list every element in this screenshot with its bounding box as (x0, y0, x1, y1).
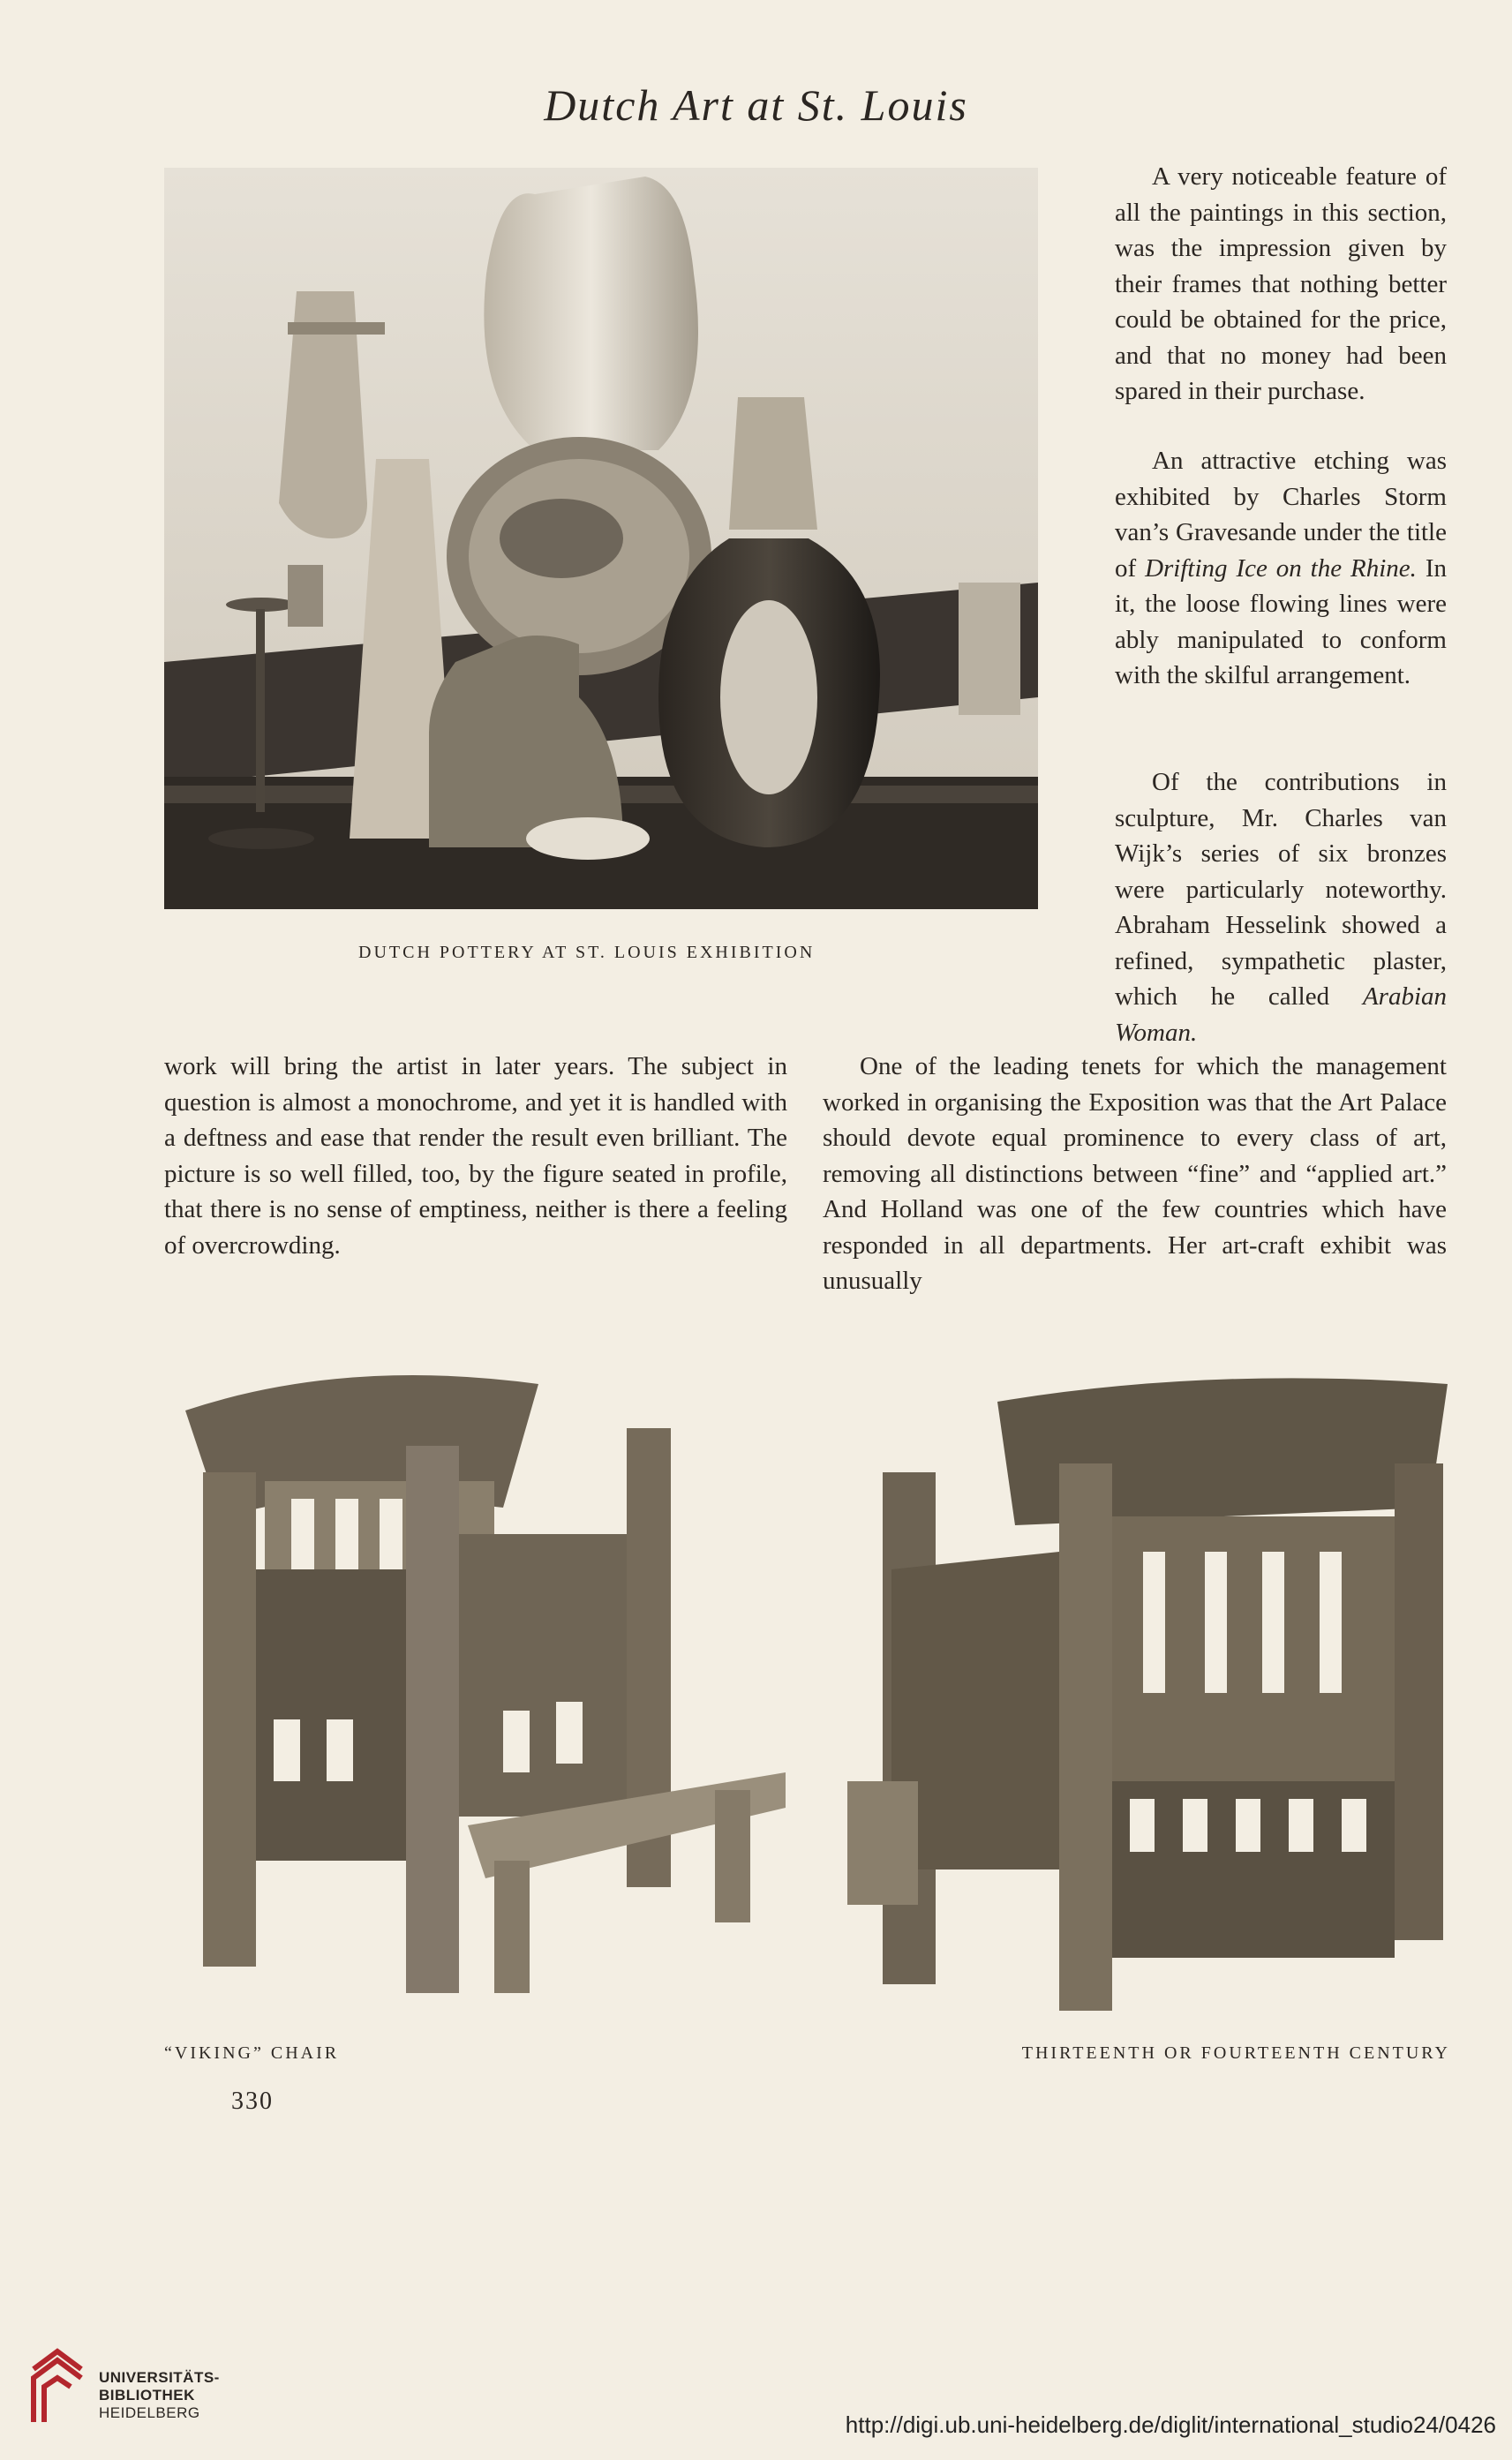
viking-chair-photograph-left (168, 1366, 790, 2011)
pottery-photograph (164, 168, 1038, 909)
library-logo (18, 2339, 247, 2445)
library-name-line-2: BIBLIOTHEK (99, 2387, 195, 2404)
etching-title: Drifting Ice on the Rhine. (1145, 553, 1417, 583)
viking-chair-photograph-right (839, 1375, 1452, 2021)
page-title: Dutch Art at St. Louis (544, 80, 968, 130)
paragraph-left-column: work will bring the artist in later years. The subject in question is almost a monochrome, and yet it is handled with a deftness and ease that render the result even brilliant. The picture is so well filled, too, by the figure seated in profile, that there is no sense of emptiness, neither is there a feeling of overcrowding. (164, 1052, 787, 1260)
paragraph-etching-end: In it, the loose flowing lines were ably manipulated to conform with the skilful arrangement. (1115, 553, 1447, 689)
page-number: 330 (231, 2088, 274, 2115)
library-mark-icon (26, 2343, 88, 2431)
viking-chair-caption: “VIKING” CHAIR (164, 2043, 340, 2063)
paragraph-etching (1115, 443, 1447, 694)
pottery-caption: DUTCH POTTERY AT ST. LOUIS EXHIBITION (358, 943, 816, 962)
century-caption: THIRTEENTH OR FOURTEENTH CENTURY (1021, 2043, 1450, 2063)
library-name-line-3: HEIDELBERG (99, 2404, 200, 2421)
source-url-link[interactable]: http://digi.ub.uni-heidelberg.de/diglit/international_studio24/0426 (845, 2411, 1496, 2438)
sculpture-title: Arabian Woman. (1115, 982, 1447, 1047)
library-name-line-1: UNIVERSITÄTS- (99, 2369, 220, 2386)
paragraph-right-column: One of the leading tenets for which the management worked in organising the Exposition was that the Art Palace should devote equal prominence to every class of art, removing all distinctions between “fine” and “applied art.” And Holland was one of the few countries which have responded in all departments. Her art-craft exhibit was unusually (823, 1052, 1447, 1295)
paragraph-etching-start: An attractive etching was exhibited by Charles Storm van’s Gravesande under the title of (1115, 447, 1447, 583)
paragraph-sculpture-start: Of the contributions in sculpture, Mr. Charles van Wijk’s series of six bronzes were particularly noteworthy. Abraham Hesselink showed a refined, sympathetic plaster, which he called (1115, 768, 1447, 1011)
paragraph-frames: A very noticeable feature of all the paintings in this section, was the impression given by their frames that nothing better could be obtained for the price, and that no money had been spared in their purchase. (1115, 162, 1447, 405)
paragraph-sculpture (1115, 764, 1447, 1050)
